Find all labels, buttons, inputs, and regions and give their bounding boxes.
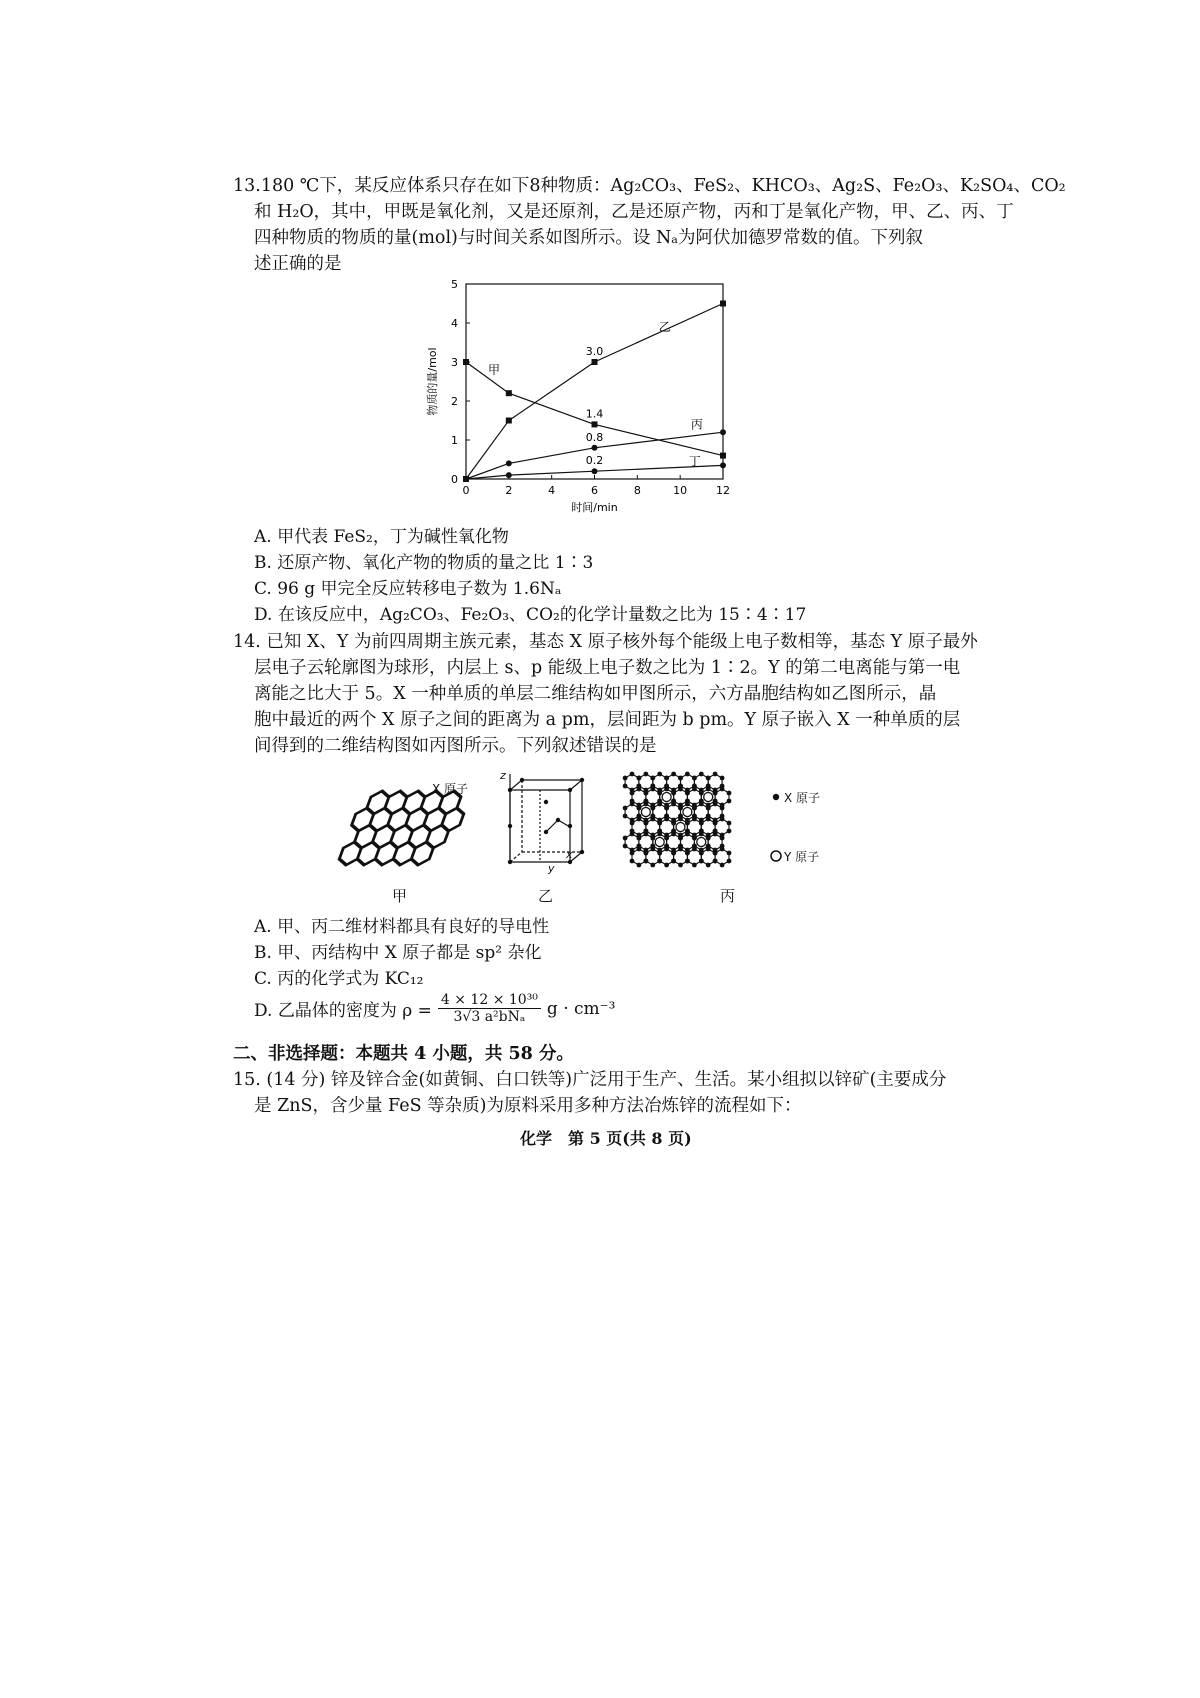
- x-atom: [650, 836, 655, 841]
- hex-ring: [632, 849, 646, 865]
- x-atom: [699, 859, 704, 864]
- x-atom: [692, 806, 697, 811]
- x-atom: [678, 863, 683, 868]
- series-3-point: [720, 429, 726, 435]
- x-atom: [637, 787, 642, 792]
- figure-yi-caption: 乙: [538, 887, 554, 905]
- x-atom: [699, 821, 704, 826]
- hex-ring: [674, 849, 688, 865]
- x-atom: [678, 787, 683, 792]
- x-atom: [650, 863, 655, 868]
- q14-option-d-prefix: D. 乙晶体的密度为 ρ =: [254, 1001, 432, 1021]
- x-atom: [706, 787, 711, 792]
- density-numerator: 4 × 12 × 10³⁰: [438, 992, 541, 1009]
- x-atom: [713, 851, 718, 856]
- x-atom: [664, 863, 669, 868]
- x-atom: [644, 821, 649, 826]
- x-atom: [671, 859, 676, 864]
- x-atom: [630, 791, 635, 796]
- series-name-label: 甲: [488, 363, 501, 377]
- x-atom: [664, 847, 669, 852]
- hex-ring: [715, 789, 729, 805]
- hex-ring: [632, 789, 646, 805]
- x-atom: [727, 829, 732, 834]
- x-atom: [678, 776, 683, 781]
- axis-z-label: z: [500, 769, 506, 782]
- x-atom: [692, 847, 697, 852]
- hex-ring: [632, 819, 646, 835]
- q13-option-d: D. 在该反应中，Ag₂CO₃、Fe₂O₃、CO₂的化学计量数之比为 15∶4∶17: [254, 605, 807, 625]
- x-atom: [664, 787, 669, 792]
- x-atom: [713, 802, 718, 807]
- x-atom: [727, 791, 732, 796]
- data-annotation: 0.2: [585, 454, 604, 468]
- q14-option-a: A. 甲、丙二维材料都具有良好的导电性: [254, 917, 550, 937]
- x-atom: [657, 859, 662, 864]
- x-atom: [644, 851, 649, 856]
- x-atom: [664, 836, 669, 841]
- x-atom: [637, 847, 642, 852]
- x-atom: [671, 772, 676, 777]
- q14-line-1: 14. 已知 X、Y 为前四周期主族元素，基态 X 原子核外每个能级上电子数相等，基态 Y 原子最外: [233, 632, 978, 652]
- x-atom: [699, 791, 704, 796]
- q13-line-chart: [410, 270, 760, 515]
- hex-ring: [639, 834, 653, 850]
- x-atom: [664, 817, 669, 822]
- x-atom: [685, 802, 690, 807]
- legend-y-label: Y 原子: [784, 850, 820, 864]
- x-atom: [706, 817, 711, 822]
- hex-ring: [708, 804, 722, 820]
- x-atom: [692, 776, 697, 781]
- x-atom: [671, 821, 676, 826]
- x-atom: [630, 859, 635, 864]
- x-atom: [650, 817, 655, 822]
- x-atom: [678, 836, 683, 841]
- hex-ring: [660, 819, 674, 835]
- x-tick-label: 6: [591, 484, 598, 497]
- x-atom: [650, 806, 655, 811]
- y-tick-label: 3: [451, 356, 458, 369]
- hex-ring: [701, 849, 715, 865]
- x-atom: [637, 806, 642, 811]
- hex-ring: [701, 819, 715, 835]
- q14-option-b: B. 甲、丙结构中 X 原子都是 sp² 杂化: [254, 943, 542, 963]
- hex-ring: [625, 774, 639, 790]
- x-tick-label: 8: [633, 484, 641, 497]
- x-atom: [671, 851, 676, 856]
- y-tick-label: 1: [451, 434, 458, 447]
- y-tick-label: 0: [451, 473, 458, 486]
- x-atom: [720, 787, 725, 792]
- y-tick-label: 4: [451, 317, 458, 330]
- hex-ring: [639, 774, 653, 790]
- q13-line-3: 四种物质的物质的量(mol)与时间关系如图所示。设 Nₐ为阿伏加德罗常数的值。下列叙: [254, 228, 924, 248]
- x-atom: [706, 847, 711, 852]
- x-atom: [713, 859, 718, 864]
- q14-option-c: C. 丙的化学式为 KC₁₂: [254, 969, 424, 989]
- x-tick-label: 0: [462, 484, 470, 497]
- x-atom: [685, 821, 690, 826]
- x-atom: [657, 832, 662, 837]
- y-atom: [704, 793, 713, 802]
- x-atom: [657, 851, 662, 856]
- series-name-label: 丁: [688, 454, 701, 469]
- x-atom: [713, 772, 718, 777]
- series-4-point: [592, 468, 598, 474]
- axis-y-label: y: [548, 862, 555, 875]
- q13-line-1: 13.180 ℃下，某反应体系只存在如下8种物质：Ag₂CO₃、FeS₂、KHCO₃、Ag₂S、Fe₂O₃、K₂SO₄、CO₂: [233, 176, 1066, 196]
- x-atom: [692, 787, 697, 792]
- x-atom: [657, 802, 662, 807]
- x-atom: [720, 847, 725, 852]
- y-atom: [697, 838, 706, 847]
- series-name-label: 乙: [658, 319, 671, 334]
- y-axis-label: 物质的量/mol: [426, 347, 439, 416]
- x-atom: [720, 863, 725, 868]
- figure-bing-caption: 丙: [720, 887, 736, 905]
- x-atom: [644, 791, 649, 796]
- x-atom: [644, 832, 649, 837]
- hex-ring: [646, 789, 660, 805]
- q13-option-b: B. 还原产物、氧化产物的物质的量之比 1∶3: [254, 553, 594, 573]
- hex-ring: [715, 819, 729, 835]
- series-4-point: [463, 476, 469, 482]
- x-atom: [657, 791, 662, 796]
- x-tick-label: 2: [505, 484, 513, 497]
- hex-ring: [646, 819, 660, 835]
- x-atom: [671, 791, 676, 796]
- x-tick-label: 10: [673, 484, 688, 497]
- legend-y-marker: [769, 849, 783, 863]
- y-atom: [662, 793, 671, 802]
- q13-option-c: C. 96 g 甲完全反应转移电子数为 1.6Nₐ: [254, 579, 562, 599]
- x-atom: [692, 836, 697, 841]
- figure-jia-caption: 甲: [392, 887, 408, 905]
- y-tick-label: 2: [451, 395, 458, 408]
- x-atom: [713, 832, 718, 837]
- x-atom: [685, 832, 690, 837]
- x-atom-label: X 原子: [432, 782, 469, 796]
- x-atom: [699, 832, 704, 837]
- hex-ring: [653, 804, 667, 820]
- x-atom: [630, 821, 635, 826]
- figure-bing-intercalated: [620, 770, 760, 882]
- x-atom: [623, 836, 628, 841]
- x-atom: [650, 847, 655, 852]
- hex-ring: [667, 774, 681, 790]
- q13-line-4: 述正确的是: [254, 254, 342, 274]
- y-atom: [641, 808, 650, 817]
- data-annotation: 3.0: [585, 345, 604, 358]
- series-4-point: [720, 462, 726, 468]
- x-atom: [692, 863, 697, 868]
- series-1-point: [506, 390, 512, 396]
- x-atom: [685, 851, 690, 856]
- x-atom: [650, 787, 655, 792]
- x-atom: [720, 776, 725, 781]
- legend-x-label: X 原子: [784, 791, 821, 805]
- x-atom: [630, 802, 635, 807]
- x-atom: [713, 791, 718, 796]
- hex-ring: [687, 849, 701, 865]
- x-atom: [637, 836, 642, 841]
- figure-yi-unit-cell: [500, 772, 590, 884]
- x-atom: [727, 859, 732, 864]
- x-atom: [685, 772, 690, 777]
- q14-line-2: 层电子云轮廓图为球形，内层上 s、p 能级上电子数之比为 1∶2。Y 的第二电离能与第一电: [254, 658, 961, 678]
- x-atom: [692, 817, 697, 822]
- y-atom: [676, 823, 685, 832]
- q15-line-2: 是 ZnS，含少量 FeS 等杂质)为原料采用多种方法冶炼锌的流程如下：: [254, 1096, 802, 1116]
- x-tick-label: 4: [548, 484, 556, 497]
- x-atom: [720, 836, 725, 841]
- x-atom: [650, 776, 655, 781]
- x-atom: [678, 847, 683, 852]
- y-tick-label: 5: [451, 278, 458, 291]
- series-3-point: [592, 445, 598, 451]
- q13-option-a: A. 甲代表 FeS₂，丁为碱性氧化物: [254, 527, 509, 547]
- x-atom: [685, 791, 690, 796]
- x-atom: [623, 784, 628, 789]
- x-atom: [630, 851, 635, 856]
- x-atom: [657, 772, 662, 777]
- x-atom: [623, 776, 628, 781]
- x-atom: [644, 772, 649, 777]
- hex-ring: [681, 774, 695, 790]
- page-footer: 化学 第 5 页(共 8 页): [520, 1129, 692, 1148]
- hex-ring: [708, 834, 722, 850]
- series-3-point: [506, 460, 512, 466]
- x-atom: [664, 806, 669, 811]
- x-atom: [699, 772, 704, 777]
- x-atom: [706, 776, 711, 781]
- x-atom: [699, 802, 704, 807]
- x-atom: [706, 836, 711, 841]
- hex-ring: [667, 804, 681, 820]
- hex-ring: [667, 834, 681, 850]
- q14-line-3: 离能之比大于 5。X 一种单质的单层二维结构如甲图所示，六方晶胞结构如乙图所示，晶: [254, 684, 937, 704]
- hex-ring: [681, 834, 695, 850]
- density-unit: g · cm⁻³: [546, 998, 616, 1019]
- x-atom: [623, 806, 628, 811]
- x-atom: [671, 802, 676, 807]
- x-atom: [630, 832, 635, 837]
- hex-ring: [694, 774, 708, 790]
- hex-ring: [694, 804, 708, 820]
- q15-line-1: 15. (14 分) 锌及锌合金(如黄铜、白口铁等)广泛用于生产、生活。某小组拟以锌矿(主要成分: [233, 1070, 947, 1090]
- series-line-2: [466, 304, 723, 480]
- hex-ring: [625, 834, 639, 850]
- q14-line-5: 间得到的二维结构图如丙图所示。下列叙述错误的是: [254, 736, 657, 756]
- series-4-point: [506, 472, 512, 478]
- x-atom: [678, 806, 683, 811]
- legend-x-marker: [771, 792, 781, 802]
- q14-option-d: [254, 992, 615, 1025]
- x-atom: [644, 859, 649, 864]
- section-2-heading: 二、非选择题：本题共 4 小题，共 58 分。: [233, 1044, 574, 1064]
- q14-line-4: 胞中最近的两个 X 原子之间的距离为 a pm，层间距为 b pm。Y 原子嵌入 X 一种单质的层: [254, 710, 961, 730]
- x-atom: [699, 851, 704, 856]
- x-atom: [685, 859, 690, 864]
- series-2-point: [592, 359, 598, 365]
- x-atom: [678, 817, 683, 822]
- hex-ring: [660, 849, 674, 865]
- x-atom: [671, 832, 676, 837]
- x-atom: [727, 821, 732, 826]
- hex-ring: [646, 849, 660, 865]
- hex-ring: [687, 789, 701, 805]
- x-atom: [727, 799, 732, 804]
- series-name-label: 丙: [690, 417, 703, 432]
- hex-ring: [687, 819, 701, 835]
- data-annotation: 0.8: [585, 430, 604, 444]
- density-fraction: [438, 992, 541, 1025]
- q13-line-2: 和 H₂O，其中，甲既是氧化剂，又是还原剂，乙是还原产物，丙和丁是氧化产物，甲、乙、丙、丁: [254, 202, 1014, 222]
- x-axis-label: 时间/min: [571, 501, 618, 514]
- x-atom: [637, 863, 642, 868]
- x-atom: [657, 821, 662, 826]
- series-1-point: [720, 453, 726, 459]
- x-atom: [727, 851, 732, 856]
- x-atom: [713, 821, 718, 826]
- y-atom: [683, 808, 692, 817]
- axis-x-label: x: [566, 848, 573, 861]
- x-atom: [630, 772, 635, 777]
- x-atom: [720, 817, 725, 822]
- x-atom: [706, 863, 711, 868]
- x-atom: [720, 806, 725, 811]
- x-atom: [637, 776, 642, 781]
- x-atom: [637, 817, 642, 822]
- y-atom: [655, 838, 664, 847]
- density-denominator: 3√3 a²bNₐ: [453, 1009, 526, 1025]
- x-atom: [623, 844, 628, 849]
- hex-ring: [715, 849, 729, 865]
- hex-ring: [653, 774, 667, 790]
- series-1-point: [463, 359, 469, 365]
- hex-ring: [708, 774, 722, 790]
- x-tick-label: 12: [716, 484, 730, 497]
- data-annotation: 1.4: [585, 407, 604, 421]
- hex-ring: [674, 789, 688, 805]
- series-2-point: [506, 418, 512, 424]
- x-atom: [664, 776, 669, 781]
- x-atom: [644, 802, 649, 807]
- series-2-point: [720, 301, 726, 307]
- series-1-point: [592, 421, 598, 427]
- x-atom: [706, 806, 711, 811]
- hex-ring: [625, 804, 639, 820]
- x-atom: [623, 814, 628, 819]
